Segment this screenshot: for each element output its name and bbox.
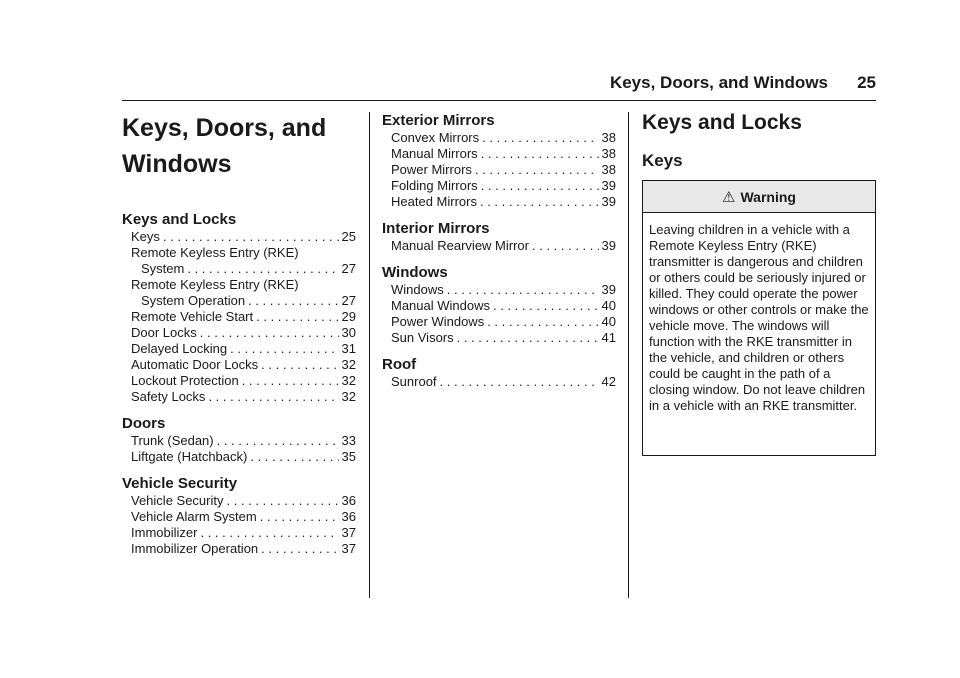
toc-entry-page: 27 (341, 293, 356, 308)
leader-dots (208, 389, 338, 405)
toc-entry-page: 40 (601, 314, 616, 329)
toc-entry-liftgate[interactable] (131, 449, 356, 465)
warning-box (642, 180, 876, 456)
leader-dots (447, 282, 599, 298)
toc-entry-heated-mirrors[interactable] (391, 194, 616, 210)
toc-section-windows (382, 264, 616, 346)
toc-section-heading: Roof (382, 356, 417, 373)
toc-entry-label: Heated Mirrors (391, 194, 477, 209)
running-title: Keys, Doors, and Windows (609, 73, 828, 92)
leader-dots (242, 373, 339, 389)
toc-entry-label-cont: System Operation (141, 293, 246, 308)
toc-entry-page: 38 (601, 162, 616, 177)
leader-dots (481, 146, 599, 162)
toc-section-heading: Interior Mirrors (382, 220, 490, 237)
toc-section-heading: Keys and Locks (122, 211, 237, 228)
toc-entry-page: 42 (601, 374, 616, 389)
warning-title: Warning (740, 188, 796, 205)
toc-entry-page: 31 (341, 341, 356, 356)
toc-entry-label: Delayed Locking (131, 341, 228, 356)
toc-entry-page: 29 (341, 309, 356, 324)
page-number: 25 (857, 73, 876, 92)
toc-entry-page: 35 (341, 449, 356, 464)
toc-entry-page: 30 (341, 325, 356, 340)
toc-entry-label: Immobilizer Operation (131, 541, 259, 556)
chapter-title (122, 108, 356, 182)
toc-list (382, 374, 616, 390)
toc-entry-manual-mirrors[interactable] (391, 146, 616, 162)
toc-column-2 (382, 108, 616, 390)
toc-entry-door-locks[interactable] (131, 325, 356, 341)
toc-entry-page: 40 (601, 298, 616, 313)
toc-entry-sunroof[interactable] (391, 374, 616, 390)
toc-entry-label: Sun Visors (391, 330, 454, 345)
toc-section-interior-mirrors (382, 220, 616, 254)
toc-entry-rke-system[interactable] (131, 245, 356, 277)
toc-entry-immobilizer-operation[interactable] (131, 541, 356, 557)
warning-header (643, 181, 875, 213)
page-header (122, 66, 876, 101)
warning-text: Leaving children in a vehicle with a Remote Keyless Entry (RKE) transmitter is dangerous and children or others could be seriously injured or killed. They could operate the power windows or other controls or make the vehicle move. The windows will function with the RKE transmitter in the vehicle, and children or others could be caught in the path of a closing window. Do not leave children in a vehicle with an RKE transmitter. (649, 222, 869, 413)
toc-entry-trunk[interactable] (131, 433, 356, 449)
toc-entry-label: Vehicle Security (131, 493, 224, 508)
toc-entry-page: 39 (601, 238, 616, 253)
toc-entry-immobilizer[interactable] (131, 525, 356, 541)
toc-list (382, 238, 616, 254)
toc-section-exterior-mirrors (382, 112, 616, 210)
toc-entry-page: 38 (601, 146, 616, 161)
toc-entry-keys[interactable] (131, 229, 356, 245)
toc-entry-label: Windows (391, 282, 444, 297)
leader-dots (200, 325, 339, 341)
toc-entry-page: 32 (341, 373, 356, 388)
toc-entry-vehicle-alarm[interactable] (131, 509, 356, 525)
leader-dots (163, 229, 339, 245)
leader-dots (248, 293, 338, 309)
toc-entry-label: Trunk (Sedan) (131, 433, 214, 448)
toc-entry-lockout-protection[interactable] (131, 373, 356, 389)
toc-entry-sun-visors[interactable] (391, 330, 616, 346)
toc-entry-vehicle-security[interactable] (131, 493, 356, 509)
toc-entry-folding-mirrors[interactable] (391, 178, 616, 194)
toc-entry-page: 36 (341, 509, 356, 524)
toc-section-doors (122, 415, 356, 465)
toc-entry-page: 37 (341, 541, 356, 556)
leader-dots (457, 330, 599, 346)
leader-dots (480, 194, 599, 210)
warning-triangle-icon: ⚠ (722, 188, 736, 206)
toc-entry-page: 27 (341, 261, 356, 276)
toc-section-vehicle-security (122, 475, 356, 557)
toc-entry-page: 39 (601, 194, 616, 209)
toc-entry-manual-rearview-mirror[interactable] (391, 238, 616, 254)
leader-dots (261, 541, 338, 557)
leader-dots (250, 449, 338, 465)
toc-entry-label: Keys (131, 229, 160, 244)
toc-entry-power-mirrors[interactable] (391, 162, 616, 178)
toc-entry-label: Vehicle Alarm System (131, 509, 257, 524)
toc-entry-page: 32 (341, 357, 356, 372)
toc-entry-label: Door Locks (131, 325, 197, 340)
leader-dots (475, 162, 599, 178)
toc-list (122, 229, 356, 405)
leader-dots (217, 433, 339, 449)
leader-dots (440, 374, 599, 390)
toc-entry-manual-windows[interactable] (391, 298, 616, 314)
toc-entry-page: 25 (341, 229, 356, 244)
leader-dots (532, 238, 599, 254)
leader-dots (227, 493, 339, 509)
toc-entry-label: Immobilizer (131, 525, 198, 540)
leader-dots (481, 178, 599, 194)
toc-entry-page: 39 (601, 282, 616, 297)
toc-section-heading: Doors (122, 415, 166, 432)
toc-entry-label: Power Windows (391, 314, 485, 329)
chapter-title-line1: Keys, Doors, and (122, 114, 327, 142)
toc-entry-label: Manual Rearview Mirror (391, 238, 529, 253)
toc-list (382, 130, 616, 210)
content-column (642, 108, 876, 468)
toc-entry-label: Folding Mirrors (391, 178, 478, 193)
toc-list (122, 433, 356, 465)
toc-entry-label: Remote Vehicle Start (131, 309, 254, 324)
toc-entry-label: Convex Mirrors (391, 130, 480, 145)
toc-column-1 (122, 108, 356, 557)
toc-entry-label: Safety Locks (131, 389, 206, 404)
toc-entry-power-windows[interactable] (391, 314, 616, 330)
toc-entry-page: 38 (601, 130, 616, 145)
chapter-title-line2: Windows (122, 150, 232, 178)
toc-section-roof (382, 356, 616, 390)
toc-entry-label: Manual Windows (391, 298, 490, 313)
column-divider-2 (628, 112, 629, 598)
subsection-heading: Keys (642, 151, 683, 170)
toc-entry-label: Remote Keyless Entry (RKE) (131, 277, 299, 292)
toc-entry-page: 41 (601, 330, 616, 345)
toc-entry-label: Manual Mirrors (391, 146, 478, 161)
toc-entry-label: Power Mirrors (391, 162, 472, 177)
leader-dots (482, 130, 598, 146)
leader-dots (260, 509, 339, 525)
toc-entry-label-cont: System (141, 261, 185, 276)
toc-list (122, 493, 356, 557)
toc-entry-delayed-locking[interactable] (131, 341, 356, 357)
toc-section-keys-locks (122, 211, 356, 405)
toc-entry-page: 32 (341, 389, 356, 404)
toc-entry-page: 33 (341, 433, 356, 448)
toc-list (382, 282, 616, 346)
toc-section-heading: Exterior Mirrors (382, 112, 495, 129)
toc-entry-automatic-door-locks[interactable] (131, 357, 356, 373)
section-heading: Keys and Locks (642, 111, 802, 134)
toc-entry-page: 36 (341, 493, 356, 508)
toc-entry-windows[interactable] (391, 282, 616, 298)
toc-entry-page: 39 (601, 178, 616, 193)
toc-entry-label: Remote Keyless Entry (RKE) (131, 245, 299, 260)
toc-entry-rke-system-operation[interactable] (131, 277, 356, 309)
leader-dots (200, 525, 338, 541)
toc-section-heading: Windows (382, 264, 448, 281)
leader-dots (230, 341, 338, 357)
toc-entry-convex-mirrors[interactable] (391, 130, 616, 146)
toc-entry-page: 37 (341, 525, 356, 540)
toc-entry-label: Automatic Door Locks (131, 357, 259, 372)
toc-entry-label: Lockout Protection (131, 373, 239, 388)
toc-section-heading: Vehicle Security (122, 475, 238, 492)
column-divider-1 (369, 112, 370, 598)
toc-entry-label: Liftgate (Hatchback) (131, 449, 248, 464)
toc-entry-safety-locks[interactable] (131, 389, 356, 405)
toc-entry-remote-vehicle-start[interactable] (131, 309, 356, 325)
toc-entry-label: Sunroof (391, 374, 437, 389)
leader-dots (487, 314, 598, 330)
leader-dots (261, 357, 338, 373)
leader-dots (187, 261, 338, 277)
leader-dots (493, 298, 599, 314)
leader-dots (256, 309, 338, 325)
